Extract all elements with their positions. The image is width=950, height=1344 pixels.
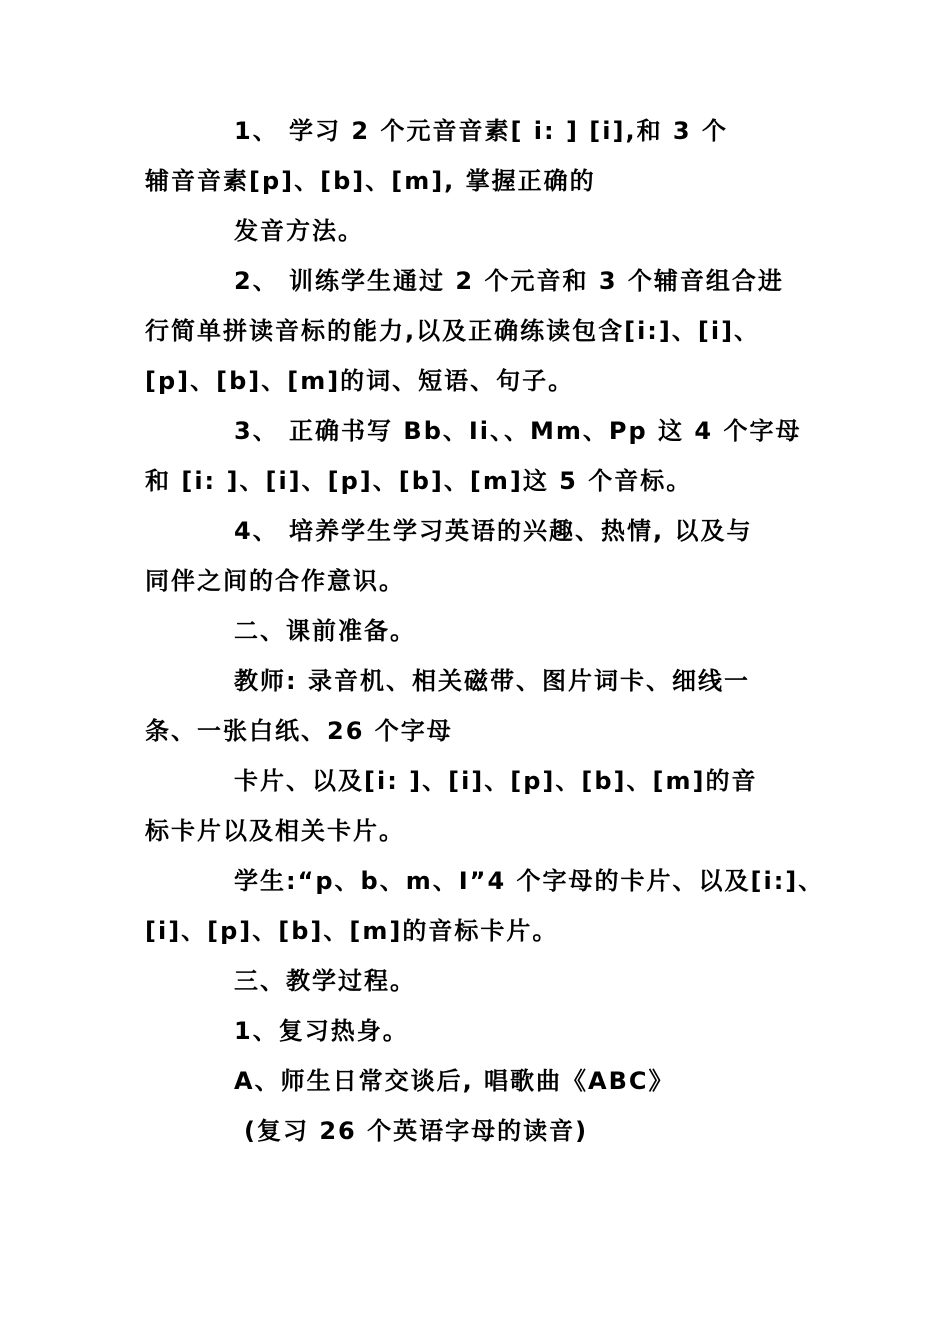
objective-2-line-3: [p]、[b]、[m]的词、短语、句子。 — [145, 367, 575, 395]
section-heading-preparation: 二、课前准备。 — [234, 617, 416, 645]
teacher-prep-line-1: 教师: 录音机、相关磁带、图片词卡、细线一 — [234, 667, 750, 695]
step-1-heading: 1、复习热身。 — [234, 1017, 409, 1045]
objective-3-line-1: 3、 正确书写 Bb、Ii、、Mm、Pp 这 4 个字母 — [234, 417, 802, 445]
objective-2-line-2: 行简单拼读音标的能力,以及正确练读包含[i:]、[i]、 — [145, 317, 761, 345]
objective-2-line-1: 2、 训练学生通过 2 个元音和 3 个辅音组合进 — [234, 267, 784, 295]
teacher-prep-line-4: 标卡片以及相关卡片。 — [145, 817, 405, 845]
objective-1-line-2: 辅音音素[p]、[b]、[m], 掌握正确的 — [145, 167, 596, 195]
objective-4-line-2: 同伴之间的合作意识。 — [145, 567, 405, 595]
objective-4-line-1: 4、 培养学生学习英语的兴趣、热情, 以及与 — [234, 517, 753, 545]
teacher-prep-line-3: 卡片、以及[i: ]、[i]、[p]、[b]、[m]的音 — [234, 767, 758, 795]
teacher-prep-line-2: 条、一张白纸、26 个字母 — [145, 717, 453, 745]
student-prep-line-2: [i]、[p]、[b]、[m]的音标卡片。 — [145, 917, 559, 945]
objective-1-line-1: 1、 学习 2 个元音音素[ i: ] [i],和 3 个 — [234, 117, 728, 145]
student-prep-line-1: 学生:“p、b、m、I”4 个字母的卡片、以及[i:]、 — [234, 867, 825, 895]
step-1-item-a: A、师生日常交谈后, 唱歌曲《ABC》 — [234, 1067, 675, 1095]
section-heading-process: 三、教学过程。 — [234, 967, 416, 995]
objective-3-line-2: 和 [i: ]、[i]、[p]、[b]、[m]这 5 个音标。 — [145, 467, 693, 495]
step-1-note: (复习 26 个英语字母的读音) — [244, 1117, 589, 1145]
objective-1-line-3: 发音方法。 — [234, 217, 364, 245]
